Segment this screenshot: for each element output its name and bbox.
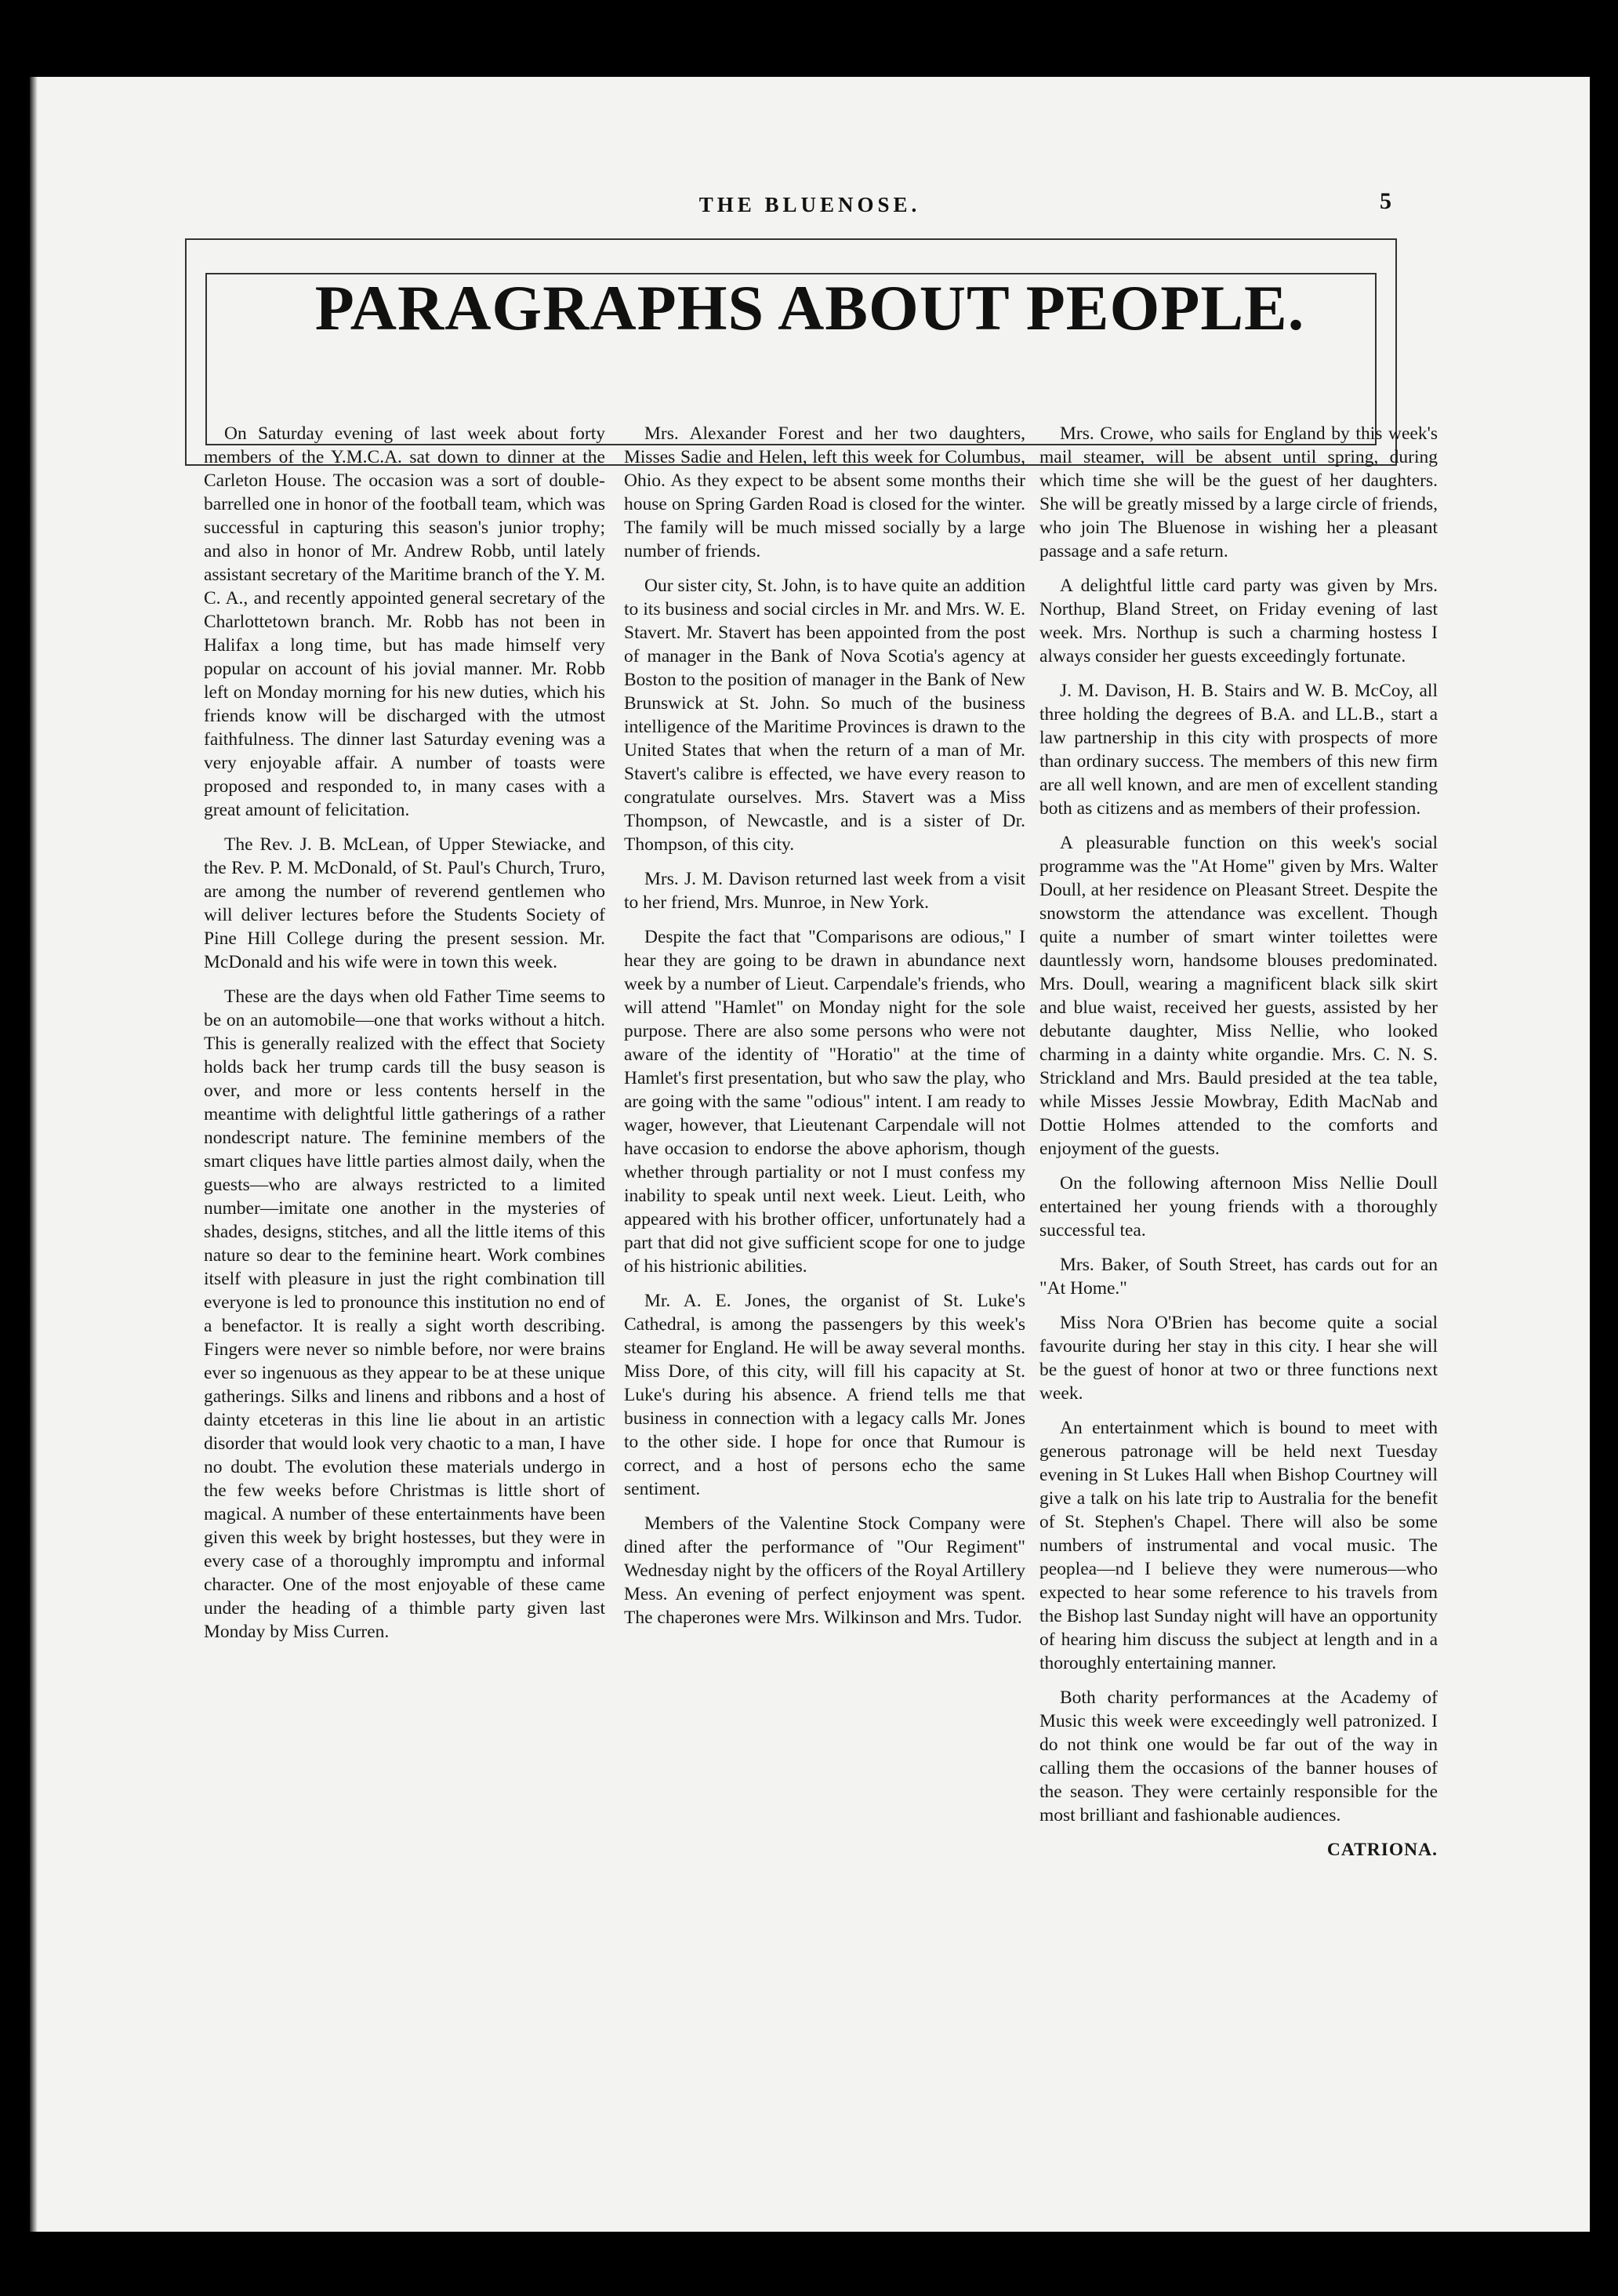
paragraph: On the following afternoon Miss Nellie Doull entertained her young friends with a thoroughly successful tea. — [1039, 1173, 1438, 1241]
paragraph: Our sister city, St. John, is to have quite an addition to its business and social circles in Mr. and Mrs. W. E. Stavert. Mr. Stavert has been appointed from the post of manager in the Bank of Nova Scotia's agency at Boston to the position of manager in the Bank of New Brunswick at St. John. So much of the business intelligence of the Maritime Provinces is drawn to the United States that when the return of a man of Mr. Stavert's calibre is effected, we have every reason to congratulate ourselves. Mrs. Stavert was a Miss Thompson, of Newcastle, and is a sister of Dr. Thompson, of this city. — [624, 576, 1025, 855]
paragraph: Mrs. J. M. Davison returned last week from a visit to her friend, Mrs. Munroe, in New York. — [624, 869, 1025, 913]
page-headline: PARAGRAPHS ABOUT PEOPLE. — [314, 272, 1305, 343]
page-number: 5 — [1380, 188, 1391, 214]
paragraph: Mrs. Crowe, who sails for England by this week's mail steamer, will be absent until spring, during which time she will be the guest of her daughters. She will be greatly missed by a large circle of friends, who join The Bluenose in wishing her a pleasant passage and a safe return. — [1039, 423, 1438, 561]
paragraph: Despite the fact that "Comparisons are odious," I hear they are going to be drawn in abundance next week by a number of Lieut. Carpendale's friends, who will attend "Hamlet" on Monday night for the sole purpose. There are also some persons who were not aware of the identity of "Horatio" at the time of Hamlet's first presentation, but who saw the play, who are going with the same "odious" intent. I am ready to wager, however, that Lieutenant Carpendale will not have occasion to endorse the above aphorism, though whether through partiality or not I must confess my inability to speak until next week. Lieut. Leith, who appeared with his brother officer, unfortunately had a part that did not give sufficient scope for one to judge of his histrionic abilities. — [624, 927, 1025, 1277]
article-column-3 — [1039, 422, 1438, 1862]
paragraph: The Rev. J. B. McLean, of Upper Stewiacke, and the Rev. P. M. McDonald, of St. Paul's Church, Truro, are among the number of reverend gentlemen who will deliver lectures before the Students Society of Pine Hill College during the present session. Mr. McDonald and his wife were in town this week. — [204, 834, 605, 972]
paragraph: On Saturday evening of last week about forty members of the Y.M.C.A. sat down to dinner at the Carleton House. The occasion was a sort of double-barrelled one in honor of the football team, which was successful in capturing this season's junior trophy; and also in honor of Mr. Andrew Robb, until lately assistant secretary of the Maritime branch of the Y. M. C. A., and recently appointed general secretary of the Charlottetown branch. Mr. Robb has not been in Halifax a long time, but has made himself very popular on account of his jovial manner. Mr. Robb left on Monday morning for his new duties, which his friends know will be discharged with the utmost faithfulness. The dinner last Saturday evening was a very enjoyable affair. A number of toasts were proposed and responded to, in many cases with a great amount of felicitation. — [204, 423, 605, 820]
paragraph: Mrs. Alexander Forest and her two daughters, Misses Sadie and Helen, left this week for Columbus, Ohio. As they expect to be absent some months their house on Spring Garden Road is closed for the winter. The family will be much missed socially by a large number of friends. — [624, 423, 1025, 561]
article-column-2 — [624, 422, 1025, 1640]
paragraph: Miss Nora O'Brien has become quite a social favourite during her stay in this city. I hear she will be the guest of honor at two or three functions next week. — [1039, 1313, 1438, 1404]
author-signature: CATRIONA. — [1326, 1840, 1438, 1860]
paragraph: Mrs. Baker, of South Street, has cards out for an "At Home." — [1039, 1255, 1438, 1299]
paragraph: A pleasurable function on this week's social programme was the "At Home" given by Mrs. Walter Doull, at her residence on Pleasant Street. Despite the snowstorm the attendance was excellent. Though quite a number of smart winter toilettes were dauntlessly worn, handsome blouses predominated. Mrs. Doull, wearing a magnificent black silk skirt and blue waist, received her guests, assisted by her debutante daughter, Miss Nellie, who looked charming in a dainty white organdie. Mrs. C. N. S. Strickland and Mrs. Bauld presided at the tea table, while Misses Jessie Mowbray, Edith MacNab and Dottie Holmes attended to the comforts and enjoyment of the guests. — [1039, 833, 1438, 1159]
paragraph: A delightful little card party was given by Mrs. Northup, Bland Street, on Friday evening of last week. Mrs. Northup is such a charming hostess I always consider her guests exceedingly fortunate. — [1039, 576, 1438, 667]
paragraph: An entertainment which is bound to meet with generous patronage will be held next Tuesday evening in St Lukes Hall when Bishop Courtney will give a talk on his late trip to Australia for the benefit of St. Stephen's Chapel. There will also be some numbers of instrumental and vocal music. The peoplea—nd I believe they were numerous—who expected to hear some reference to his travels from the Bishop last Sunday night will have an opportunity of hearing him discuss the subject at length and in a thoroughly entertaining manner. — [1039, 1418, 1438, 1673]
article-column-1 — [204, 422, 605, 1655]
paragraph: J. M. Davison, H. B. Stairs and W. B. McCoy, all three holding the degrees of B.A. and LL.B., start a law partnership in this city with prospects of more than ordinary success. The members of this new firm are all well known, and are men of excellent standing both as citizens and as members of their profession. — [1039, 681, 1438, 819]
paragraph: Both charity performances at the Academy of Music this week were exceedingly well patronized. I do not think one would be far out of the way in calling them the occasions of the banner houses of the season. They were certainly responsible for the most brilliant and fashionable audiences. — [1039, 1687, 1438, 1826]
newspaper-page — [30, 77, 1590, 2232]
paragraph: Members of the Valentine Stock Company were dined after the performance of "Our Regiment" Wednesday night by the officers of the Royal Artillery Mess. An evening of perfect enjoyment was spent. The chaperones were Mrs. Wilkinson and Mrs. Tudor. — [624, 1513, 1025, 1628]
scan-edge — [30, 77, 38, 2232]
paragraph: Mr. A. E. Jones, the organist of St. Luke's Cathedral, is among the passengers by this week's steamer for England. He will be away several months. Miss Dore, of this city, will fill his capacity at St. Luke's during his absence. A friend tells me that business in connection with a legacy calls Mr. Jones to the other side. I hope for once that Rumour is correct, and a host of persons echo the same sentiment. — [624, 1291, 1025, 1499]
running-head: THE BLUENOSE. — [698, 193, 921, 216]
paragraph: These are the days when old Father Time seems to be on an automobile—one that works without a hitch. This is generally realized with the effect that Society holds back her trump cards till the busy season is over, and more or less contents herself in the meantime with delightful little gatherings of a rather nondescript nature. The feminine members of the smart cliques have little parties almost daily, when the guests—who are always restricted to a limited number—imitate one another in the mysteries of shades, designs, stitches, and all the little items of this nature so dear to the feminine heart. Work combines itself with pleasure in just the right combination till everyone is led to pronounce this institution no end of a benefactor. It is really a sight worth describing. Fingers were never so nimble before, nor were brains ever so ingenuous as they appear to be at these unique gatherings. Silks and linens and ribbons and a host of dainty etceteras in this line lie about in an artistic disorder that would look very chaotic to a man, I have no doubt. The evolution these materials undergo in the few weeks before Christmas is little short of magical. A number of these entertainments have been given this week by bright hostesses, but they were in every case of a thoroughly impromptu and informal character. One of the most enjoyable of these came under the heading of a thimble party given last Monday by Miss Curren. — [204, 986, 605, 1642]
